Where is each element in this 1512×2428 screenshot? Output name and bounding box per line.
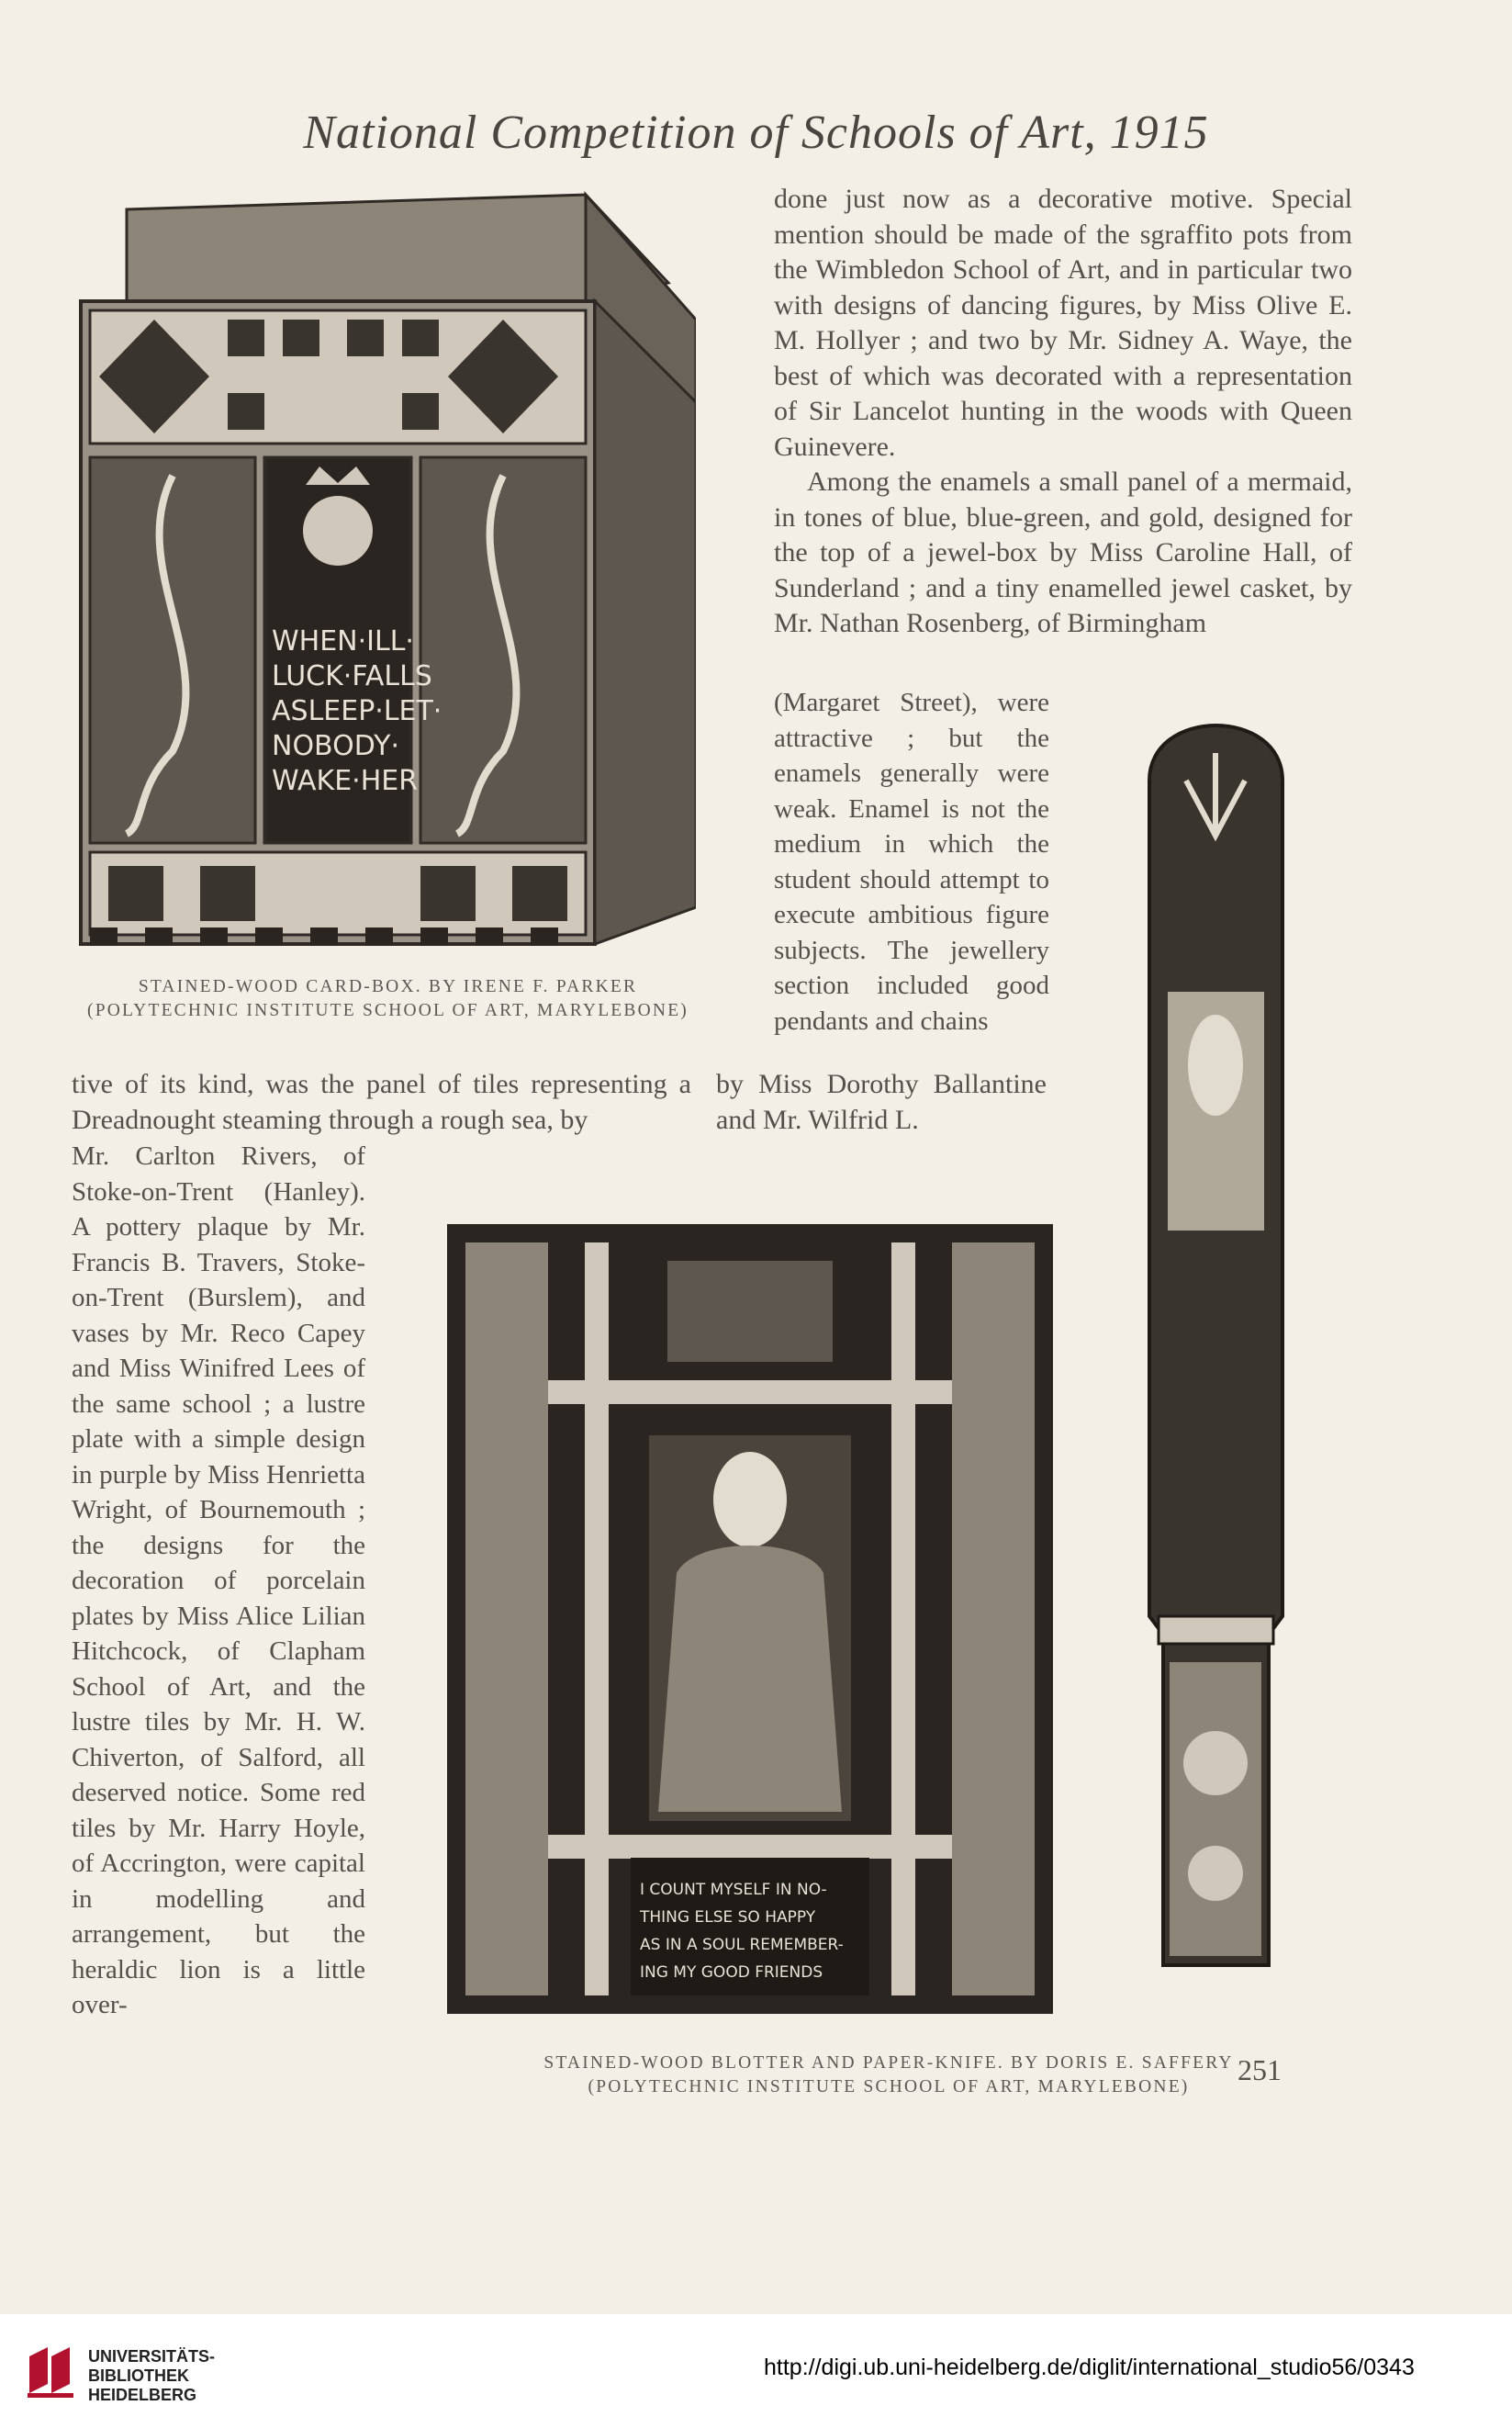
blotter-caption: STAINED-WOOD BLOTTER AND PAPER-KNIFE. BY DORIS E. SAFFERY (POLYTECHNIC INSTITUTE SCHOOL OF ART, MARYLEBONE) — [543, 2053, 1234, 2096]
top-right-column — [774, 182, 1352, 642]
card-box-inscription-line: WHEN·ILL· — [272, 625, 414, 658]
library-name-line: BIBLIOTHEK — [88, 2366, 189, 2385]
blotter-inscription-line: AS IN A SOUL REMEMBER- — [640, 1936, 844, 1954]
paragraph: Mr. Carlton Rivers, of Stoke-on-Trent (Hanley). A pottery plaque by Mr. Francis B. Travers, Stoke-on-Trent (Burslem), and vases by Mr. Reco Capey and Miss Winifred Lees of the same school ; a lustre plate with a simple design in purple by Miss Henrietta Wright, of Bournemouth ; the designs for the decoration of porcelain plates by Miss Alice Lilian Hitchcock, of Clapham School of Art, and the lustre tiles by Mr. H. W. Chiverton, of Salford, all deserved notice. Some red tiles by Mr. Harry Hoyle, of Accrington, were capital in modelling and arrangement, but the heraldic lion is a little over- — [72, 1141, 365, 2019]
blotter-illustration — [447, 1224, 1053, 2014]
card-box-caption: STAINED-WOOD CARD-BOX. BY IRENE F. PARKER (POLYTECHNIC INSTITUTE SCHOOL OF ART, MARYLEBONE) — [87, 977, 689, 1020]
blotter-inscription-line: THING ELSE SO HAPPY — [640, 1908, 816, 1927]
library-name — [88, 2347, 215, 2405]
continuation-right — [716, 1067, 1047, 1138]
card-box-inscription-line: NOBODY· — [272, 730, 400, 762]
source-url-link[interactable]: http://digi.ub.uni-heidelberg.de/diglit/international_studio56/0343 — [764, 2355, 1415, 2380]
paper-knife-illustration — [1131, 698, 1301, 1993]
paragraph: by Miss Dorothy Ballantine and Mr. Wilfrid L. — [716, 1069, 1047, 1135]
paragraph: done just now as a decorative motive. Special mention should be made of the sgraffito pots from the Wimbledon School of Art, and in particular two with designs of dancing figures, by Miss Olive E. M. Hollyer ; and two by Mr. Sidney A. Waye, the best of which was decorated with a representation of Sir Lancelot hunting in the woods with Queen Guinevere. — [774, 184, 1352, 462]
continuation-left — [72, 1067, 691, 1138]
blotter-inscription-line: ING MY GOOD FRIENDS — [640, 1963, 823, 1982]
library-logo-icon — [20, 2340, 81, 2404]
paragraph: Among the enamels a small panel of a mermaid, in tones of blue, blue-green, and gold, designed for the top of a jewel-box by Miss Caroline Hall, of Sunderland ; and a tiny enamelled jewel casket, by Mr. Nathan Rosenberg, of Birmingham — [774, 466, 1352, 638]
card-box-illustration — [72, 182, 696, 962]
left-narrow-column — [72, 1139, 365, 2023]
paragraph: tive of its kind, was the panel of tiles representing a Dreadnought steaming through a rough sea, by — [72, 1069, 691, 1135]
blotter-inscription-line: I COUNT MYSELF IN NO- — [640, 1881, 827, 1899]
card-box-inscription-line: ASLEEP·LET· — [272, 695, 442, 727]
library-name-line: HEIDELBERG — [88, 2386, 197, 2404]
paragraph: (Margaret Street), were attractive ; but the enamels generally were weak. Enamel is not the medium in which the student should attempt to execute ambitious figure subjects. The jewellery section included good pendants and chains — [774, 688, 1049, 1036]
card-box-inscription-line: LUCK·FALLS — [272, 660, 432, 692]
running-head: National Competition of Schools of Art, 1915 — [303, 107, 1209, 159]
page-number: 251 — [1238, 2053, 1282, 2086]
middle-narrow-column — [774, 685, 1049, 1039]
card-box-inscription-line: WAKE·HER — [272, 765, 419, 797]
library-name-line: UNIVERSITÄTS- — [88, 2347, 216, 2366]
